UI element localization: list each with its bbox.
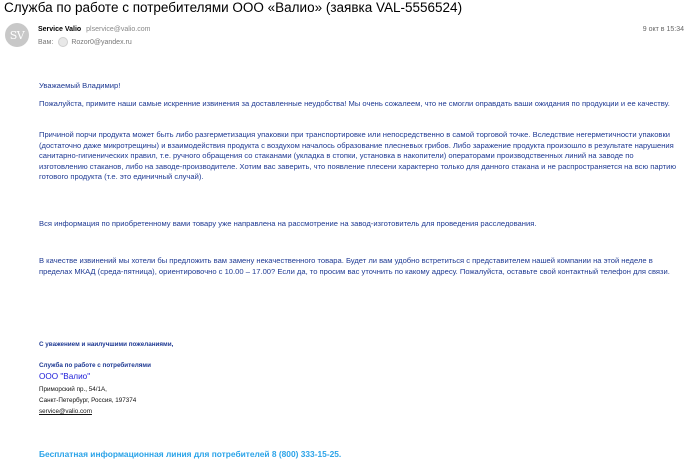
signature-regards: С уважением и наилучшими пожеланиями,: [39, 341, 174, 348]
signature-company: ООО "Валио": [39, 372, 91, 381]
recipient-avatar-icon: [58, 37, 68, 47]
sender-name[interactable]: Service Valio: [38, 26, 82, 33]
body-paragraph-investigation: Вся информация по приобретенному вами товару уже направлена на рассмотрение на завод-изготовитель для проведения расследования.: [39, 219, 537, 228]
signature-address-line2: Санкт-Петербург, Россия, 197374: [39, 397, 137, 404]
body-paragraph-offer: В качестве извинений мы хотели бы предложить вам замену некачественного товара. Будет ли вам удобно встретиться с представителем нашей компании на этой неделе в пределах МКАД (среда-пятница), ориентировочно с 10.00 – 17.00? Если да, то просим вас уточнить по какому адресу. Пожалуйста, оставьте свой контактный телефон для связи.: [39, 256, 670, 276]
body-paragraph-cause: Причиной порчи продукта может быть либо разгерметизация упаковки при транспортировке или непосредственно в самой торговой точке. Вследствие негерметичности упаковки (достаточно даже микротрещины) и взаимодействия продукта с воздухом началось образование плесневых грибов. Либо заражение продукта произошло в результате нарушения санитарно-гигиенических правил, т.е. ручного обращения со стаканами (укладка в стопки, установка в накопители) операторами производственных линий на заводе по изготовлению стаканов, либо на заводе-производителе. Хотим вас заверить, что появление плесени характерно только для данного стакана и не распространяется на всю партию готового продукта (т.е. это единичный случай).: [39, 130, 677, 182]
email-date: 9 окт в 15:34: [642, 26, 684, 33]
email-subject: Служба по работе с потребителями ООО «Валио» (заявка VAL-5556524): [4, 0, 463, 15]
signature-address-line1: Приморский пр., 54/1А,: [39, 386, 107, 393]
signature-department: Служба по работе с потребителями: [39, 362, 151, 369]
greeting: Уважаемый Владимир!: [39, 81, 121, 90]
hotline-text: Бесплатная информационная линия для потребителей 8 (800) 333-15-25.: [39, 449, 342, 459]
sender-avatar[interactable]: SV: [5, 23, 29, 47]
sender-line: [38, 26, 150, 33]
recipient-email[interactable]: Rozor0@yandex.ru: [71, 38, 132, 46]
signature-email-link[interactable]: service@valio.com: [39, 408, 92, 415]
recipient-line: [38, 37, 132, 47]
to-label: Вам:: [38, 38, 54, 46]
sender-email[interactable]: plservice@valio.com: [86, 26, 151, 33]
body-paragraph-apology: Пожалуйста, примите наши самые искренние извинения за доставленные неудобства! Мы очень сожалеем, что не смогли оправдать ваши ожидания по продукции и ее качеству.: [39, 99, 670, 108]
